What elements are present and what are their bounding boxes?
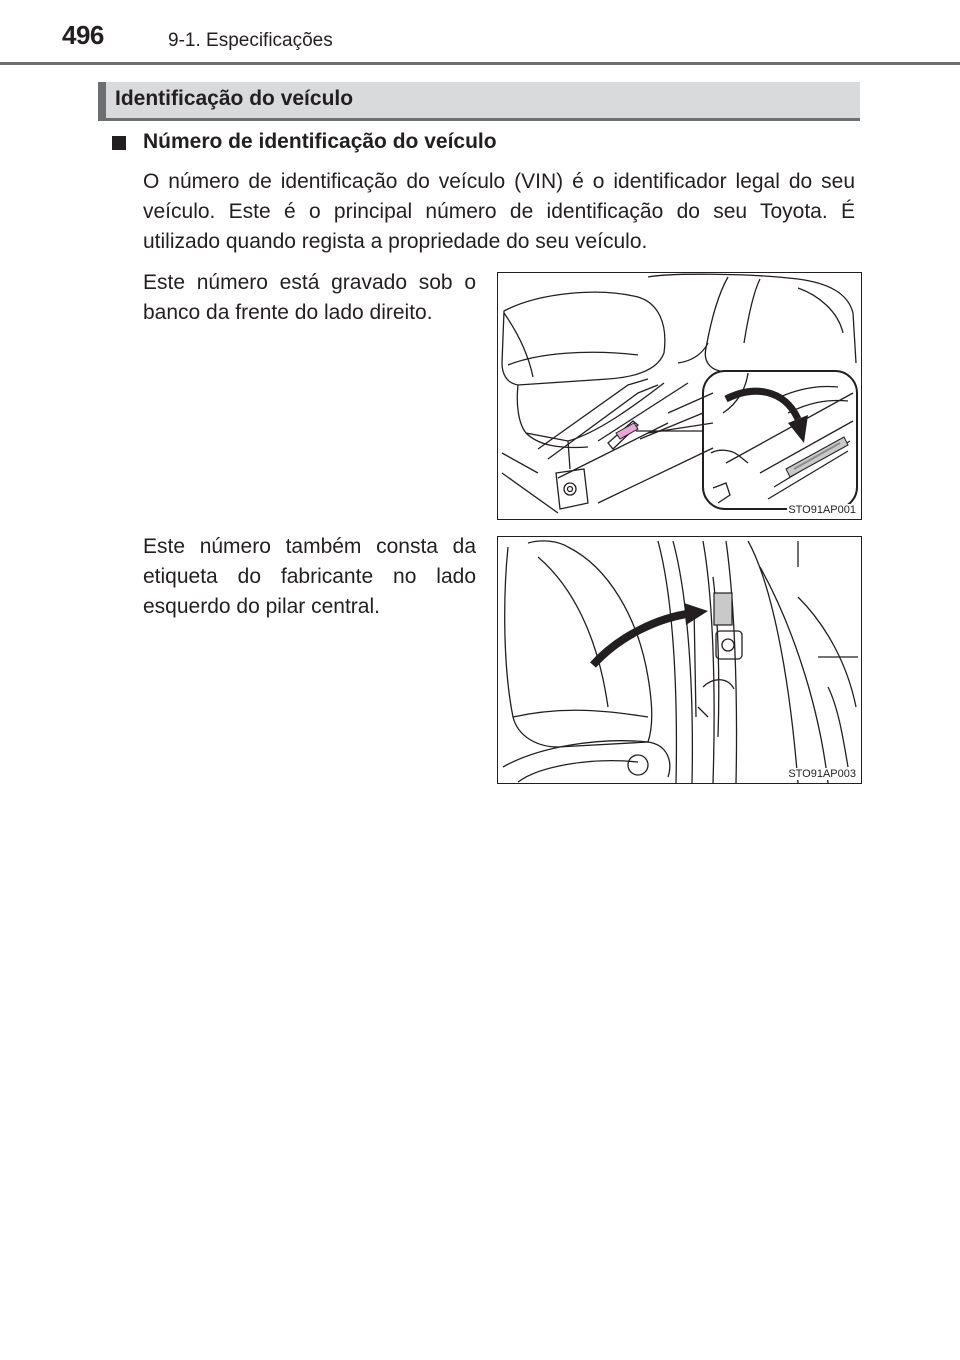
pillar-location-text: Este número também consta da etiqueta do fabricante no lado esquerdo do pilar central. — [143, 535, 476, 618]
page-number: 496 — [62, 20, 104, 50]
seat-illustration-drawing — [498, 273, 861, 519]
section-accent — [98, 82, 106, 121]
page-header — [0, 0, 960, 70]
intro-paragraph: O número de identificação do veículo (VIN) é o identificador legal do seu veículo. Este é o principal número de identificação do seu Toyota. É utilizado quando regista a propriedade do seu veículo. — [143, 170, 855, 253]
figure-code: STO91AP003 — [788, 768, 856, 780]
header-divider — [0, 62, 960, 65]
section-title: Identificação do veículo — [115, 87, 354, 110]
square-bullet-icon — [112, 136, 126, 150]
pillar-illustration-drawing — [498, 537, 861, 783]
section-heading-bar — [98, 82, 860, 121]
chapter-title: 9-1. Especificações — [168, 30, 333, 51]
seat-vin-illustration — [497, 272, 862, 520]
subsection-title: Número de identificação do veículo — [143, 130, 497, 153]
pillar-label-illustration — [497, 536, 862, 784]
figure-code: STO91AP001 — [788, 504, 856, 516]
seat-location-text: Este número está gravado sob o banco da frente do lado direito. — [143, 271, 476, 324]
subsection-heading — [112, 130, 497, 154]
